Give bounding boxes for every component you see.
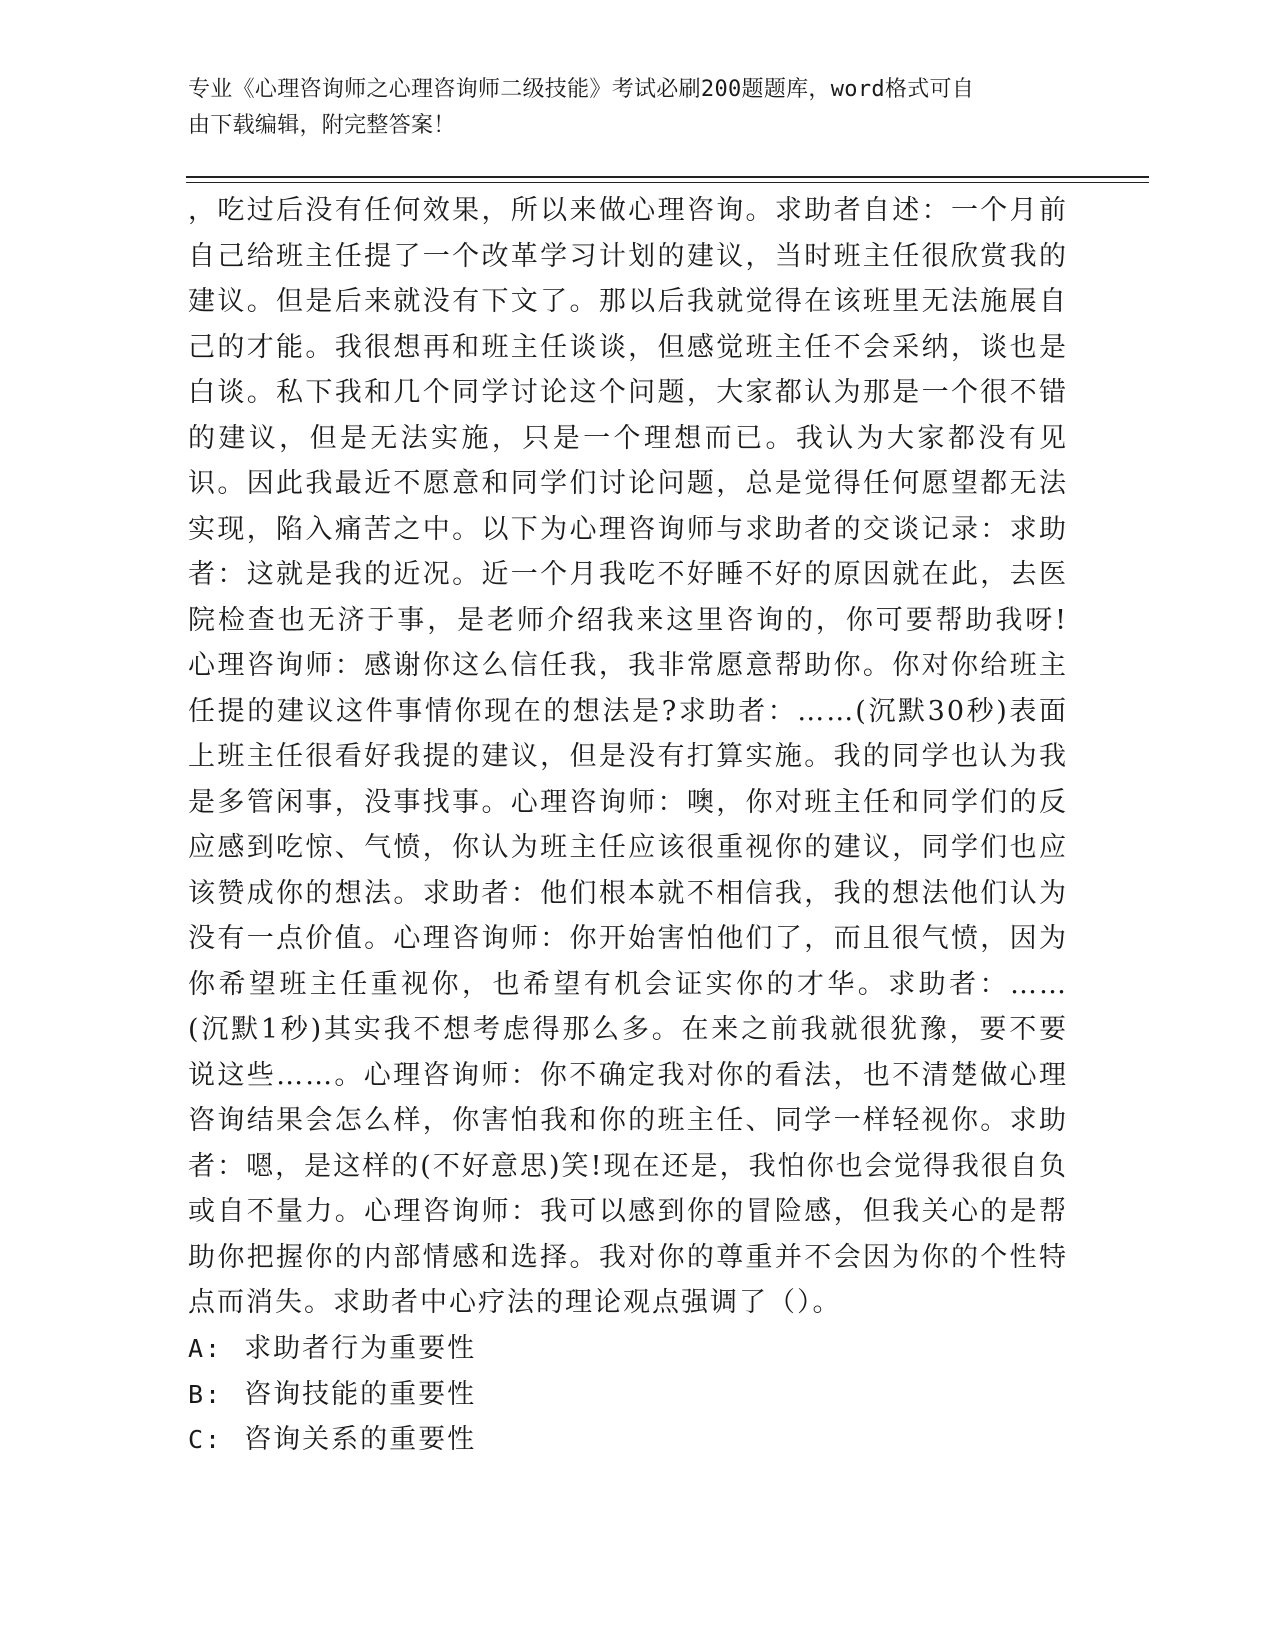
- option-a: [188, 1326, 1068, 1372]
- option-b-text: 咨询技能的重要性: [244, 1378, 477, 1410]
- option-a-text: 求助者行为重要性: [244, 1333, 477, 1364]
- header-line-1: 专业《心理咨询师之心理咨询师二级技能》考试必刷200题题库，word格式可自: [188, 77, 975, 102]
- header-divider-thin: [186, 182, 1149, 183]
- answer-options: [188, 1326, 1068, 1463]
- option-b-letter: B:: [188, 1379, 223, 1409]
- option-a-letter: A:: [188, 1334, 223, 1363]
- header-divider-thick: [186, 176, 1149, 178]
- header-line-2: 由下载编辑，附完整答案！: [188, 113, 456, 138]
- document-header: [188, 72, 1068, 144]
- option-c: [188, 1417, 1068, 1463]
- option-c-text: 咨询关系的重要性: [244, 1424, 477, 1455]
- question-body: ，吃过后没有任何效果，所以来做心理咨询。求助者自述：一个月前自己给班主任提了一个改革学习计划的建议，当时班主任很欣赏我的建议。但是后来就没有下文了。那以后我就觉得在该班里无法施展自己的才能。我很想再和班主任谈谈，但感觉班主任不会采纳，谈也是白谈。私下我和几个同学讨论这个问题，大家都认为那是一个很不错的建议，但是无法实施，只是一个理想而已。我认为大家都没有见识。因此我最近不愿意和同学们讨论问题，总是觉得任何愿望都无法实现，陷入痛苦之中。以下为心理咨询师与求助者的交谈记录：求助者：这就是我的近况。近一个月我吃不好睡不好的原因就在此，去医院检查也无济于事，是老师介绍我来这里咨询的，你可要帮助我呀!心理咨询师：感谢你这么信任我，我非常愿意帮助你。你对你给班主任提的建议这件事情你现在的想法是?求助者：……(沉默30秒)表面上班主任很看好我提的建议，但是没有打算实施。我的同学也认为我是多管闲事，没事找事。心理咨询师：噢，你对班主任和同学们的反应感到吃惊、气愤，你认为班主任应该很重视你的建议，同学们也应该赞成你的想法。求助者：他们根本就不相信我，我的想法他们认为没有一点价值。心理咨询师：你开始害怕他们了，而且很气愤，因为你希望班主任重视你，也希望有机会证实你的才华。求助者：……(沉默1秒)其实我不想考虑得那么多。在来之前我就很犹豫，要不要说这些……。心理咨询师：你不确定我对你的看法，也不清楚做心理咨询结果会怎么样，你害怕我和你的班主任、同学一样轻视你。求助者：嗯，是这样的(不好意思)笑!现在还是，我怕你也会觉得我很自负或自不量力。心理咨询师：我可以感到你的冒险感，但我关心的是帮助你把握你的内部情感和选择。我对你的尊重并不会因为你的个性特点而消失。求助者中心疗法的理论观点强调了（）。: [188, 195, 1068, 1318]
- option-b: [188, 1372, 1068, 1418]
- option-c-letter: C:: [188, 1425, 223, 1454]
